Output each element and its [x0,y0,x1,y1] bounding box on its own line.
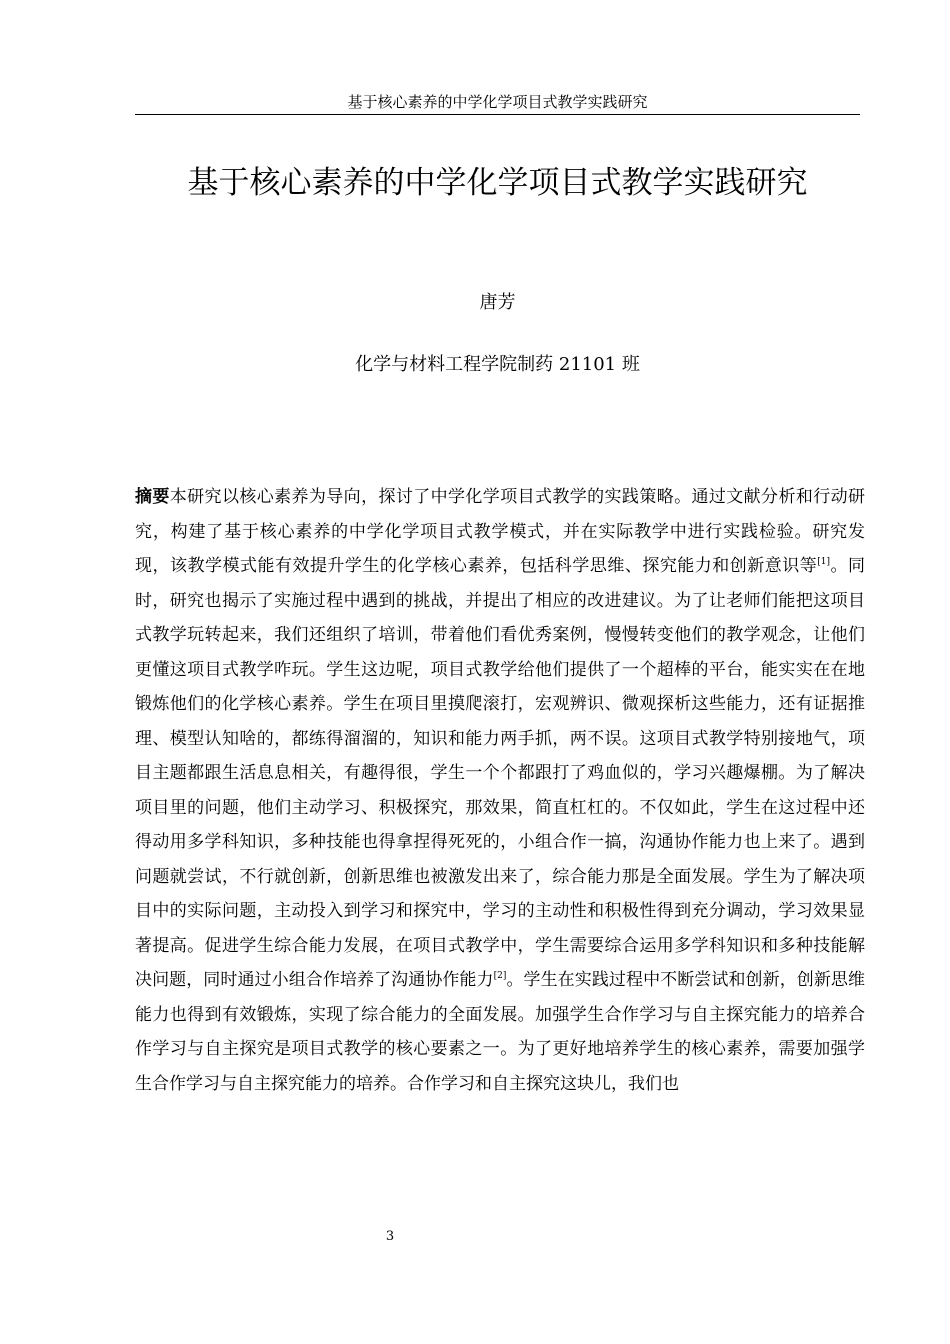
citation-1[interactable]: [1] [817,557,831,567]
paper-title: 基于核心素养的中学化学项目式教学实践研究 [187,164,808,201]
abstract-keyword: 摘要 [135,487,170,507]
abstract-paragraph [135,480,865,1101]
page-number: 3 [385,1229,395,1244]
citation-2[interactable]: [2] [493,971,507,981]
running-header: 基于核心素养的中学化学项目式教学实践研究 [347,93,648,111]
header-rule [135,114,860,115]
author-name: 唐芳 [479,292,516,313]
abstract-text-part-3: 。学生在实践过程中不断尝试和创新，创新思维能力也得到有效锻炼，实现了综合能力的全面发展。加强学生合作学习与自主探究能力的培养合作学习与自主探究是项目式教学的核心要素之一。为了更好地培养学生的核心素养，需要加强学生合作学习与自主探究能力的培养。合作学习和自主探究这块儿，我们也 [135,970,865,1094]
author-affiliation: 化学与材料工程学院制药 21101 班 [355,354,640,375]
abstract-text-part-1: 本研究以核心素养为导向，探讨了中学化学项目式教学的实践策略。通过文献分析和行动研究，构建了基于核心素养的中学化学项目式教学模式，并在实际教学中进行实践检验。研究发现，该教学模式能有效提升学生的化学核心素养，包括科学思维、探究能力和创新意识等 [135,487,865,576]
abstract-text-part-2: 。同时，研究也揭示了实施过程中遇到的挑战，并提出了相应的改进建议。为了让老师们能把这项目式教学玩转起来，我们还组织了培训，带着他们看优秀案例，慢慢转变他们的教学观念，让他们更懂这项目式教学咋玩。学生这边呢，项目式教学给他们提供了一个超棒的平台，能实实在在地锻炼他们的化学核心素养。学生在项目里摸爬滚打，宏观辨识、微观探析这些能力，还有证据推理、模型认知啥的，都练得溜溜的，知识和能力两手抓，两不误。这项目式教学特别接地气，项目主题都跟生活息息相关，有趣得很，学生一个个都跟打了鸡血似的，学习兴趣爆棚。为了解决项目里的问题，他们主动学习、积极探究，那效果，简直杠杠的。不仅如此，学生在这过程中还得动用多学科知识，多种技能也得拿捏得死死的，小组合作一搞，沟通协作能力也上来了。遇到问题就尝试，不行就创新，创新思维也被激发出来了，综合能力那是全面发展。学生为了解决项目中的实际问题，主动投入到学习和探究中，学习的主动性和积极性得到充分调动，学习效果显著提高。促进学生综合能力发展，在项目式教学中，学生需要综合运用多学科知识和多种技能解决问题，同时通过小组合作培养了沟通协作能力 [135,556,866,990]
